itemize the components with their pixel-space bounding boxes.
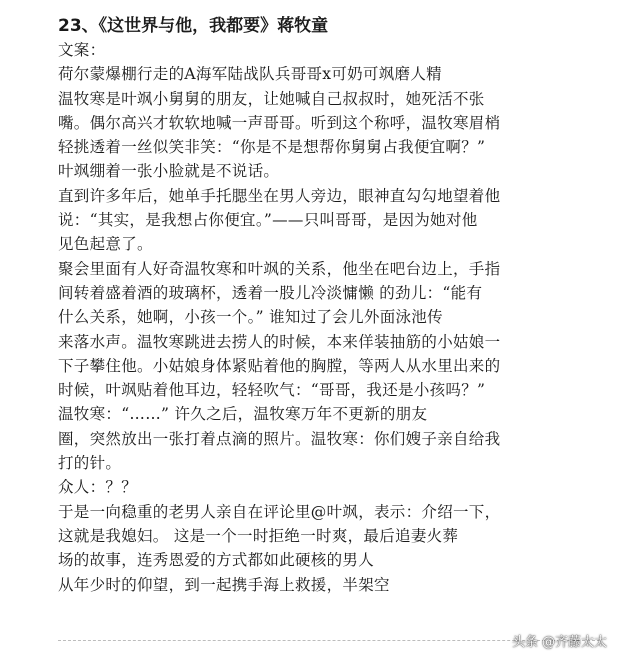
text-line: 直到许多年后，她单手托腮坐在男人旁边，眼神直勾勾地望着他: [58, 186, 501, 205]
text-line: 轻挑透着一丝似笑非笑：“你是不是想帮你舅舅占我便宜啊？”: [58, 138, 486, 157]
watermark-platform: 头条: [511, 635, 538, 650]
source-watermark: [512, 631, 607, 650]
text-line: 来落水声。温牧寒跳进去捞人的时候，本来佯装抽筋的小姑娘一: [58, 332, 501, 351]
text-line: 众人：？？: [58, 478, 138, 497]
text-line: 嘴。偶尔高兴才软软地喊一声哥哥。听到这个称呼，温牧寒眉梢: [58, 113, 501, 132]
text-line: 圈，突然放出一张打着点滴的照片。温牧寒：你们嫂子亲自给我: [58, 429, 501, 448]
text-line: 下子攀住他。小姑娘身体紧贴着他的胸膛，等两人从水里出来的: [58, 356, 501, 375]
text-line: 温牧寒是叶飒小舅舅的朋友，让她喊自己叔叔时，她死活不张: [58, 89, 485, 108]
text-line: 什么关系，她啊，小孩一个。” 谁知过了会儿外面泳池传: [58, 308, 443, 327]
watermark-author: @齐藤太太: [541, 635, 607, 650]
text-line: 说：“其实，是我想占你便宜。”——只叫哥哥，是因为她对他: [58, 211, 478, 230]
text-line: 间转着盛着酒的玻璃杯，透着一股儿冷淡慵懒 的劲儿：“能有: [58, 283, 483, 302]
text-line: 聚会里面有人好奇温牧寒和叶飒的关系，他坐在吧台边上，手指: [58, 259, 501, 278]
text-line: 场的故事，连秀恩爱的方式都如此硬核的男人: [58, 551, 375, 570]
text-line: 温牧寒：“……” 许久之后，温牧寒万年不更新的朋友: [58, 405, 428, 424]
text-line: 荷尔蒙爆棚行走的A海军陆战队兵哥哥x可奶可飒磨人精: [58, 65, 442, 84]
text-line: 时候，叶飒贴着他耳边，轻轻吹气：“哥哥，我还是小孩吗？”: [58, 381, 486, 400]
document-title: 23、《这世界与他，我都要》蒋牧童: [58, 16, 329, 36]
synopsis-text: [58, 38, 578, 597]
text-line: 从年少时的仰望，到一起携手海上救援，半架空: [58, 575, 390, 594]
text-line: 于是一向稳重的老男人亲自在评论里@叶飒，表示：介绍一下，: [58, 502, 501, 521]
text-line: 见色起意了。: [58, 235, 153, 254]
text-line: 文案：: [58, 41, 106, 59]
text-line: 打的针。: [58, 454, 122, 473]
document-body: [58, 14, 578, 597]
text-line: 叶飒绷着一张小脸就是不说话。: [58, 162, 280, 181]
text-line: 这就是我媳妇。 这是一个一时拒绝一时爽，最后追妻火葬: [58, 526, 459, 545]
